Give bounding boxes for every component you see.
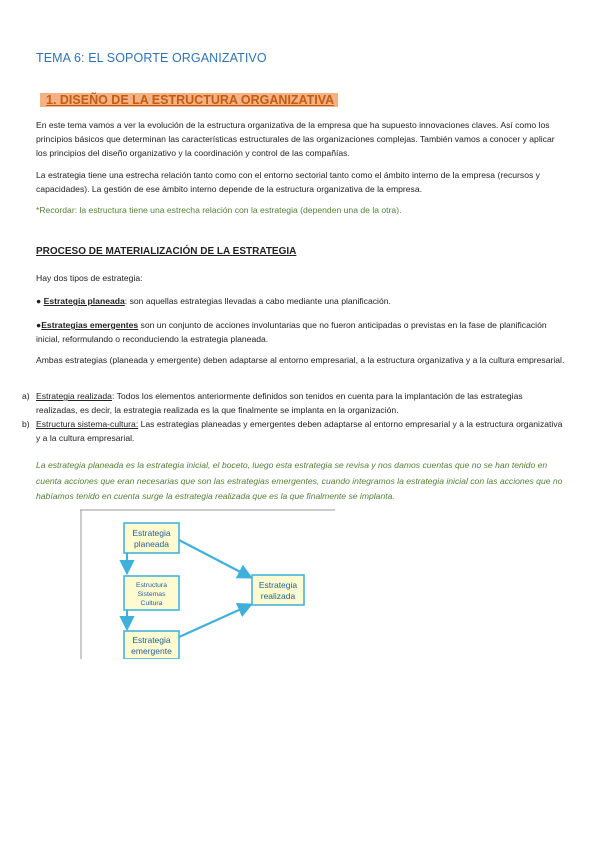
label-emergente-line1: Estrategia [132, 635, 171, 645]
paragraph-tipos: Hay dos tipos de estrategia: [36, 273, 143, 283]
list-item-text: : Todos los elementos anteriormente definidos son tenidos en cuenta para la implantación de las estrategias realizadas, es decir, la estrategia realizada es la que finalmente se implanta en la organización. [36, 391, 523, 415]
section-heading-text: 1. DISEÑO DE LA ESTRUCTURA ORGANIZATIVA [40, 93, 338, 107]
term-estrategia-planeada: Estrategia planeada [43, 296, 125, 306]
box-estrategia-planeada [124, 523, 179, 553]
bullet-marker: ● [36, 296, 42, 306]
bullet-text: : son aquellas estrategias llevadas a cabo mediante una planificación. [124, 296, 391, 306]
italic-explanation: La estrategia planeada es la estrategia inicial, el boceto, luego esta estrategia se revisa y nos damos cuentas que no se han tenido en cuenta acciones que eran necesarias que son las estrategias emergentes, cuando integramos la estrategia inicial con las acciones que no habíamos tenido en cuenta surge la estrategia realizada que es la que finalmente se implanta. [36, 460, 563, 501]
label-sistemas: Sistemas [137, 591, 166, 598]
list-item-estructura-sistema-cultura [36, 417, 566, 445]
label-cultura: Cultura [140, 600, 163, 607]
label-realizada-line2: realizada [260, 591, 296, 601]
section-heading-diseno [40, 93, 338, 107]
strategy-diagram [80, 509, 335, 659]
box-estructura-sistemas-cultura [124, 576, 179, 610]
box-estrategia-emergente [124, 631, 179, 659]
section-heading-proceso: PROCESO DE MATERIALIZACIÓN DE LA ESTRATEGIA [36, 246, 297, 257]
label-planeada-line1: Estrategia [132, 528, 171, 538]
paragraph-intro: En este tema vamos a ver la evolución de la estructura organizativa de la empresa que ha supuesto innovaciones claves. Así como los principios básicos que determinan las características estructurales de las organizaciones complejas. También vamos a conocer y aplicar los principios del diseño organizativo y la coordinación y control de las compañías. [36, 120, 555, 158]
term-estrategias-emergentes: Estrategias emergentes [41, 320, 139, 330]
label-emergente-line2: emergente [131, 646, 172, 656]
term-estructura-sistema-cultura: Estructura sistema-cultura: [36, 419, 139, 429]
term-estrategia-realizada: Estrategia realizada [36, 391, 112, 401]
page-title: TEMA 6: EL SOPORTE ORGANIZATIVO [36, 51, 267, 65]
label-realizada-line1: Estrategia [258, 580, 298, 590]
arrow-planeada-to-realizada [179, 540, 250, 577]
bullet-estrategias-emergentes [36, 318, 566, 346]
label-estructura: Estructura [136, 582, 167, 589]
arrow-emergente-to-realizada [179, 605, 250, 637]
recordar-note: *Recordar: la estructura tiene una estrecha relación con la estrategia (dependen una de la otra). [36, 205, 402, 215]
box-estrategia-realizada [252, 575, 304, 605]
paragraph-ambas: Ambas estrategias (planeada y emergente) deben adaptarse al entorno empresarial, a la estructura organizativa y a la cultura empresarial. [36, 355, 565, 365]
label-planeada-line2: planeada [134, 539, 169, 549]
list-item-estrategia-realizada [36, 389, 566, 417]
list-item-text: Las estrategias planeadas y emergentes deben adaptarse al entorno empresarial y a la estructura organizativa y a la cultura empresarial. [36, 419, 563, 443]
list-marker-b: b) [22, 419, 30, 429]
bullet-estrategia-planeada [36, 294, 566, 308]
bullet-text: son un conjunto de acciones involuntarias que no fueron anticipadas o previstas en la fase de planificación inicial, reformulando o reconduciendo la estrategia planeada. [36, 320, 547, 344]
paragraph-relacion: La estrategia tiene una estrecha relación tanto como con el entorno sectorial tanto como el ámbito interno de la empresa (recursos y capacidades). La gestión de ese ámbito interno depende de la estructura organizativa de la empresa. [36, 170, 540, 194]
bullet-marker: ● [36, 320, 42, 330]
list-marker-a: a) [22, 391, 30, 401]
